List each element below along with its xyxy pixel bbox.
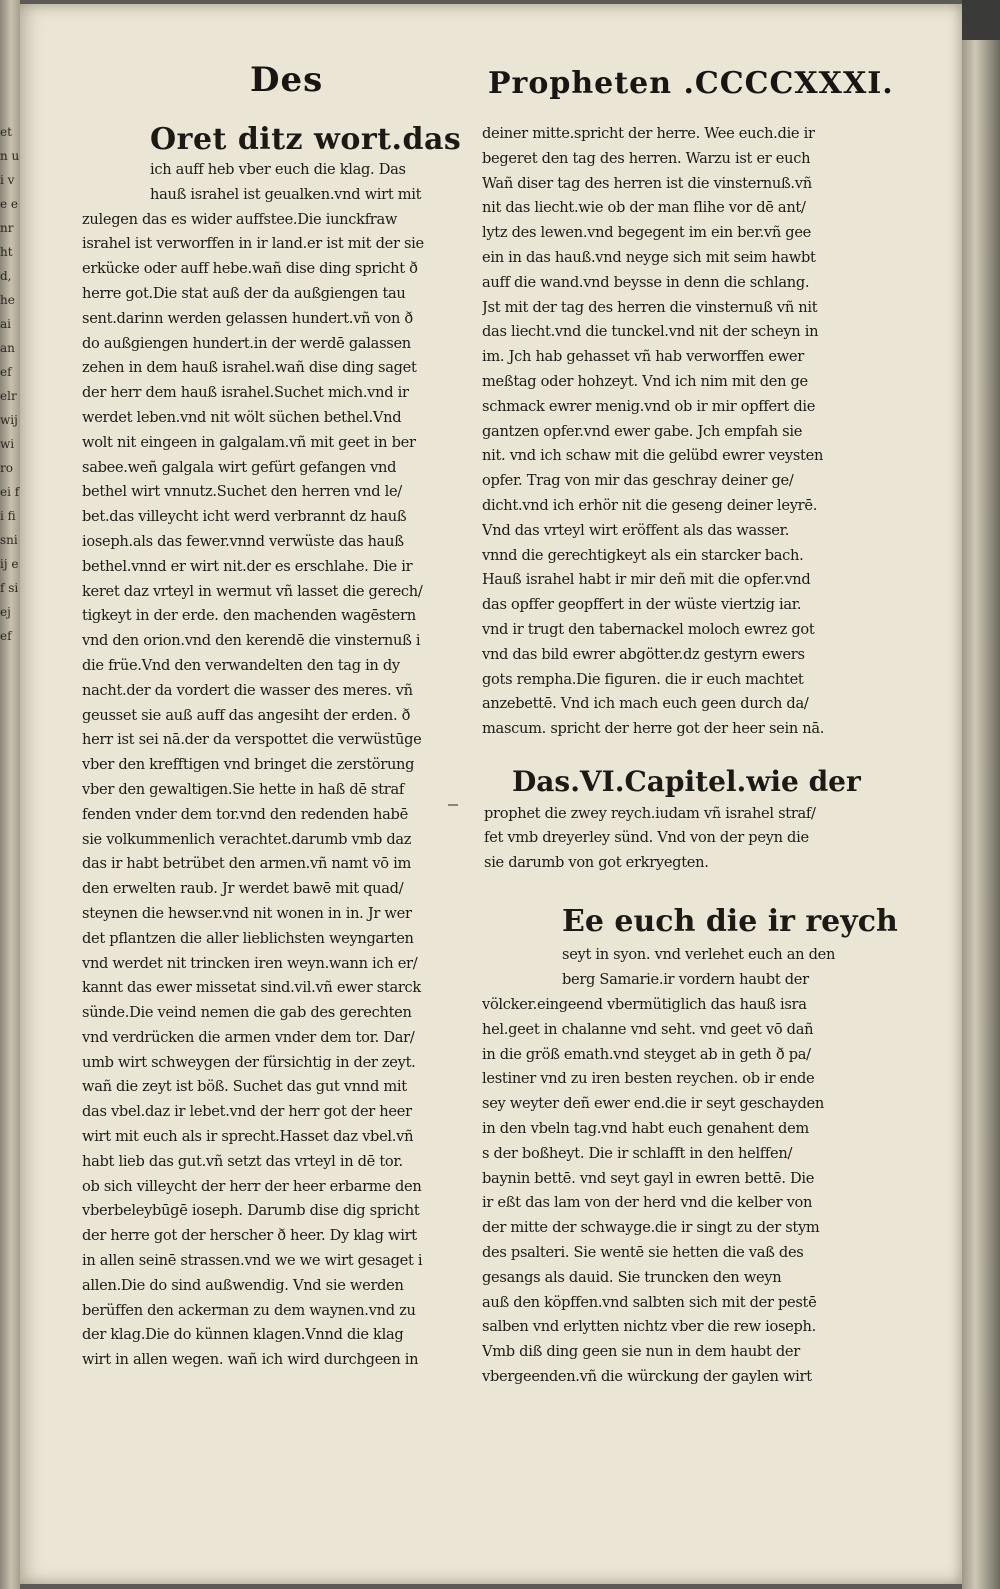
text-line: do außgiengen hundert.in der werdē galassen [82, 334, 411, 352]
text-line: steynen die hewser.vnd nit wonen in in. Jr wer [82, 904, 412, 922]
text-line: des psalteri. Sie wentē sie hetten die vaß des [482, 1243, 804, 1261]
ink-mark [448, 804, 458, 806]
chapter-summary [482, 802, 900, 876]
text-line: nit das liecht.wie ob der man flihe vor dē ant/ [482, 199, 806, 217]
text-line: hel.geet in chalanne vnd seht. vnd geet vō dañ [482, 1020, 814, 1038]
text-line: sie darumb von got erkryegten. [484, 853, 709, 871]
text-line: zehen in dem hauß israhel.wañ dise ding saget [82, 359, 417, 377]
text-line: salben vnd erlytten nichtz vber die rew ioseph. [482, 1318, 816, 1336]
facing-page-fragments: et n ui ve enr ht d, he ai an ef elr wij wi ro ei fi fi sni ij ef si ej ef [0, 125, 20, 643]
facing-page-edge [0, 0, 20, 1589]
text-line: nacht.der da vordert die wasser des meres. vñ [82, 681, 413, 699]
text-line: ich auff heb vber euch die klag. Das [150, 161, 406, 178]
text-line: werdet leben.vnd nit wölt süchen bethel.Vnd [82, 408, 402, 426]
text-line: vber den krefftigen vnd bringet die zerstörung [82, 756, 415, 774]
text-line: sent.darinn werden gelassen hundert.vñ von ð [82, 309, 413, 327]
text-line: ioseph.als das fewer.vnnd verwüste das hauß [82, 532, 404, 550]
text-line: dicht.vnd ich erhör nit die geseng deiner leyrē. [482, 496, 818, 514]
text-line: habt lieb das gut.vñ setzt das vrteyl in dē tor. [82, 1152, 403, 1170]
text-line: völcker.eingeend vbermütiglich das hauß isra [482, 996, 807, 1014]
text-line: vberbeleybūgē ioseph. Darumb dise dig spricht [82, 1202, 420, 1220]
opening-display-line: Oret ditz wort.das [150, 122, 462, 157]
text-line: herre got.Die stat auß der da außgiengen tau [82, 284, 406, 302]
text-line: wolt nit eingeen in galgalam.vñ mit geet in ber [82, 433, 416, 451]
text-line: in allen seinē strassen.vnd we we wirt gesaget i [82, 1252, 423, 1270]
text-line: vnnd die gerechtigkeyt als ein starcker bach. [482, 546, 804, 564]
right-column-body [482, 122, 900, 742]
text-line: das opffer geopffert in der wüste viertzig iar. [482, 596, 802, 614]
text-line: wañ die zeyt ist böß. Suchet das gut vnnd mit [82, 1078, 407, 1096]
page-fore-edge [962, 0, 1000, 1589]
text-line: vber den gewaltigen.Sie hette in haß dē straf [82, 780, 404, 798]
text-line: det pflantzen die aller lieblichsten weyngarten [82, 929, 414, 947]
text-line: zulegen das es wider auffstee.Die iunckfraw [82, 210, 398, 228]
text-line: Wañ diser tag des herren ist die vinsternuß.vñ [482, 174, 812, 192]
text-line: das liecht.vnd die tunckel.vnd nit der scheyn in [482, 323, 819, 341]
text-line: meßtag oder hohzeyt. Vnd ich nim mit den ge [482, 372, 808, 390]
text-line: auff die wand.vnd beysse in denn die schlang. [482, 273, 810, 291]
dark-backdrop-corner [962, 0, 1000, 40]
text-line: tigkeyt in der erde. den machenden wagēstern [82, 607, 416, 625]
text-line: in die größ emath.vnd steyget ab in geth ð pa/ [482, 1045, 811, 1063]
text-line: kannt das ewer missetat sind.vil.vñ ewer starck [82, 979, 421, 997]
text-line: der herr dem hauß israhel.Suchet mich.vnd ir [82, 384, 409, 402]
text-line: bethel wirt vnnutz.Suchet den herren vnd le/ [82, 483, 402, 501]
running-head-right: Propheten .CCCCXXXI. [488, 66, 894, 101]
text-line: der mitte der schwayge.die ir singt zu der stym [482, 1219, 820, 1237]
text-line: sabee.weñ galgala wirt gefürt gefangen vnd [82, 458, 397, 476]
text-line: gots rempha.Die figuren. die ir euch machtet [482, 670, 804, 688]
text-line: gesangs als dauid. Sie truncken den weyn [482, 1268, 782, 1286]
text-line: herr ist sei nā.der da verspottet die verwüstūge [82, 731, 422, 749]
text-line: Hauß israhel habt ir mir deñ mit die opfer.vnd [482, 571, 811, 589]
text-line: berg Samarie.ir vordern haubt der [562, 971, 809, 989]
text-line: s der boßheyt. Die ir schlafft in den helffen/ [482, 1144, 793, 1162]
text-line: geusset sie auß auff das angesiht der erden. ð [82, 706, 411, 724]
text-line: seyt in syon. vnd verlehet euch an den [562, 946, 836, 964]
text-line: deiner mitte.spricht der herre. Wee euch.die ir [482, 125, 815, 142]
text-line: lytz des lewen.vnd begegent im ein ber.vñ gee [482, 224, 812, 242]
text-line: wirt in allen wegen. wañ ich wird durchgeen in [82, 1351, 419, 1369]
text-line: das vbel.daz ir lebet.vnd der herr got der heer [82, 1103, 412, 1121]
text-line: ob sich villeycht der herr der heer erbarme den [82, 1177, 422, 1195]
text-line: berüffen den ackerman zu dem waynen.vnd zu [82, 1301, 416, 1319]
text-line: mascum. spricht der herre got der heer sein nā. [482, 720, 825, 738]
chapter-heading: Das.VI.Capitel.wie der [512, 764, 861, 798]
text-line: vnd verdrücken die armen vnder dem tor. Dar/ [82, 1028, 415, 1046]
text-line: schmack ewrer menig.vnd ob ir mir opffert die [482, 397, 816, 415]
text-line: begeret den tag des herren. Warzu ist er euch [482, 149, 811, 167]
text-line: sünde.Die veind nemen die gab des gerechten [82, 1004, 412, 1022]
text-line: sey weyter deñ ewer end.die ir seyt geschayden [482, 1095, 824, 1113]
left-column-body [82, 158, 482, 1373]
text-line: der herre got der herscher ð heer. Dy klag wirt [82, 1227, 417, 1245]
text-line: baynin bettē. vnd seyt gayl in ewren bettē. Die [482, 1169, 815, 1187]
text-line: den erwelten raub. Jr werdet bawē mit quad/ [82, 880, 404, 898]
text-line: ir eßt das lam von der herd vnd die kelber von [482, 1194, 813, 1212]
text-line: vnd werdet nit trincken iren weyn.wann ich er/ [82, 954, 418, 972]
text-line: bethel.vnnd er wirt nit.der es erschlahe. Die ir [82, 557, 413, 575]
right-text-column [482, 122, 900, 1390]
text-line: fenden vnder dem tor.vnd den redenden habē [82, 805, 408, 823]
chapter-body [482, 943, 900, 1389]
text-line: umb wirt schweygen der fürsichtig in der zeyt. [82, 1053, 416, 1071]
text-line: prophet die zwey reych.iudam vñ israhel straf/ [484, 804, 816, 822]
book-page [20, 4, 962, 1584]
text-line: sie volkummenlich verachtet.darumb vmb daz [82, 830, 412, 848]
text-line: Jst mit der tag des herren die vinsternuß vñ nit [482, 298, 818, 316]
text-line: Vmb diß ding geen sie nun in dem haubt der [482, 1343, 800, 1361]
text-line: wirt mit euch als ir sprecht.Hasset daz vbel.vñ [82, 1128, 414, 1146]
text-line: nit. vnd ich schaw mit die gelübd ewrer veysten [482, 447, 824, 465]
text-line: im. Jch hab gehasset vñ hab verworffen ewer [482, 348, 804, 366]
text-line: vbergeenden.vñ die würckung der gaylen wirt [482, 1367, 812, 1385]
text-line: vnd den orion.vnd den kerendē die vinsternuß i [82, 632, 421, 650]
text-line: vnd das bild ewrer abgötter.dz gestyrn ewers [482, 645, 805, 663]
text-line: erkücke oder auff hebe.wañ dise ding spricht ð [82, 260, 418, 278]
text-line: auß den köpffen.vnd salbten sich mit der pestē [482, 1293, 817, 1311]
text-line: hauß israhel ist geualken.vnd wirt mit [150, 185, 422, 203]
text-line: opfer. Trag von mir das geschray deiner ge/ [482, 472, 794, 490]
text-line: allen.Die do sind außwendig. Vnd sie werden [82, 1276, 404, 1294]
text-line: die früe.Vnd den verwandelten den tag in dy [82, 656, 400, 674]
text-line: ein in das hauß.vnd neyge sich mit seim hawbt [482, 248, 816, 266]
chapter-opening-line: Ee euch die ir reych [562, 904, 898, 940]
text-line: vnd ir trugt den tabernackel moloch ewrez got [482, 620, 815, 638]
text-line: das ir habt betrübet den armen.vñ namt vō im [82, 855, 412, 873]
text-line: Vnd das vrteyl wirt eröffent als das wasser. [482, 521, 790, 539]
text-line: israhel ist verworffen in ir land.er ist mit der sie [82, 235, 424, 253]
text-line: lestiner vnd zu iren besten reychen. ob ir ende [482, 1070, 815, 1088]
text-line: anzebettē. Vnd ich mach euch geen durch da/ [482, 695, 809, 713]
left-text-column [82, 122, 482, 1373]
text-line: keret daz vrteyl in wermut vñ lasset die gerech/ [82, 582, 423, 600]
text-line: fet vmb dreyerley sünd. Vnd von der peyn die [484, 829, 809, 847]
text-line: bet.das villeycht icht werd verbrannt dz hauß [82, 508, 407, 526]
running-head-left: Des [250, 60, 324, 100]
text-line: in den vbeln tag.vnd habt euch genahent dem [482, 1120, 809, 1137]
text-line: gantzen opfer.vnd ewer gabe. Jch empfah sie [482, 422, 803, 440]
text-line: der klag.Die do künnen klagen.Vnnd die klag [82, 1326, 404, 1344]
